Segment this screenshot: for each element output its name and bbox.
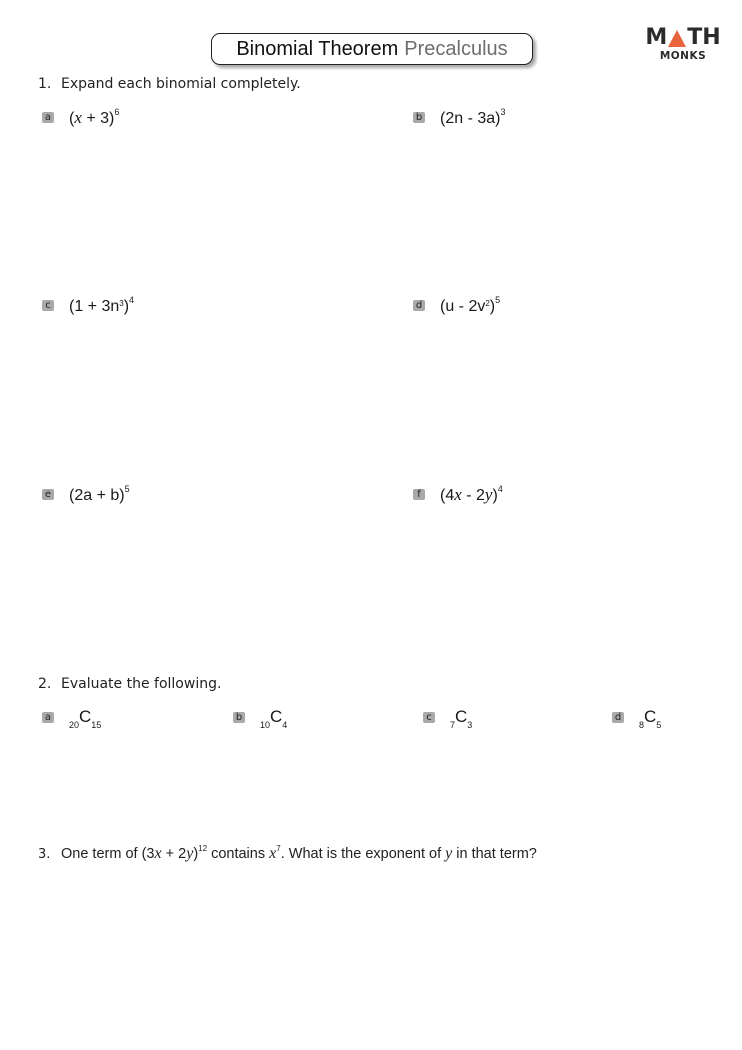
binomial-expression: (2n - 3a)$^3$ <box>440 107 506 127</box>
q1-item-d <box>413 295 500 316</box>
q1-item-c <box>42 295 134 316</box>
label-badge: e <box>42 489 54 500</box>
q2-item-a <box>42 707 102 730</box>
q1-item-f <box>413 484 503 505</box>
combination-expression: 7 C 3 <box>450 707 473 730</box>
label-badge: c <box>423 712 435 723</box>
question-number: 3. <box>38 847 51 862</box>
binomial-expression: $(u - 2v^2)^5$ <box>440 295 501 315</box>
label-badge: f <box>413 489 425 500</box>
label-badge: d <box>612 712 624 723</box>
q2-item-b <box>233 707 288 730</box>
q2-item-c <box>423 707 473 730</box>
label-badge: b <box>233 712 245 723</box>
question-number: 2. <box>38 676 52 692</box>
title-subject: Precalculus <box>404 37 508 60</box>
label-badge: d <box>413 300 425 311</box>
binomial-expression: $(1 + 3n^3)^4$ <box>69 295 135 315</box>
q1-item-b <box>413 107 505 128</box>
logo-letters-th: TH <box>687 25 721 50</box>
q2-item-d <box>612 707 662 730</box>
combination-expression: 10 C 4 <box>260 707 288 730</box>
question-3: 3. One term of $(3x + 2y)^{12}$ contains $x^7$. What is the exponent of y in that term? <box>38 844 537 862</box>
label-badge: b <box>413 112 425 123</box>
question-1-heading <box>38 76 301 92</box>
binomial-expression: $(x + 3)^6$ <box>69 107 120 127</box>
label-badge: a <box>42 712 54 723</box>
label-badge: a <box>42 112 54 123</box>
question-prompt: Expand each binomial completely. <box>61 76 301 92</box>
logo-monks-text: MONKS <box>659 50 707 62</box>
binomial-expression: (4x - 2y)$^4$ <box>440 484 503 504</box>
title-main: Binomial Theorem <box>236 37 399 60</box>
combination-expression: 8 C 5 <box>639 707 662 730</box>
logo-letter-m: M <box>645 25 668 50</box>
question-number: 1. <box>38 76 52 92</box>
question-2-heading <box>38 676 221 692</box>
math-monks-logo <box>645 25 721 62</box>
q1-item-e <box>42 484 130 505</box>
q1-item-a <box>42 107 119 128</box>
label-badge: c <box>42 300 54 311</box>
binomial-expression: $(2a + b)^5$ <box>69 484 130 504</box>
worksheet-title <box>211 33 533 65</box>
combination-expression: 20 C 15 <box>69 707 102 730</box>
logo-triangle-icon <box>668 30 686 47</box>
question-prompt: Evaluate the following. <box>61 676 222 692</box>
